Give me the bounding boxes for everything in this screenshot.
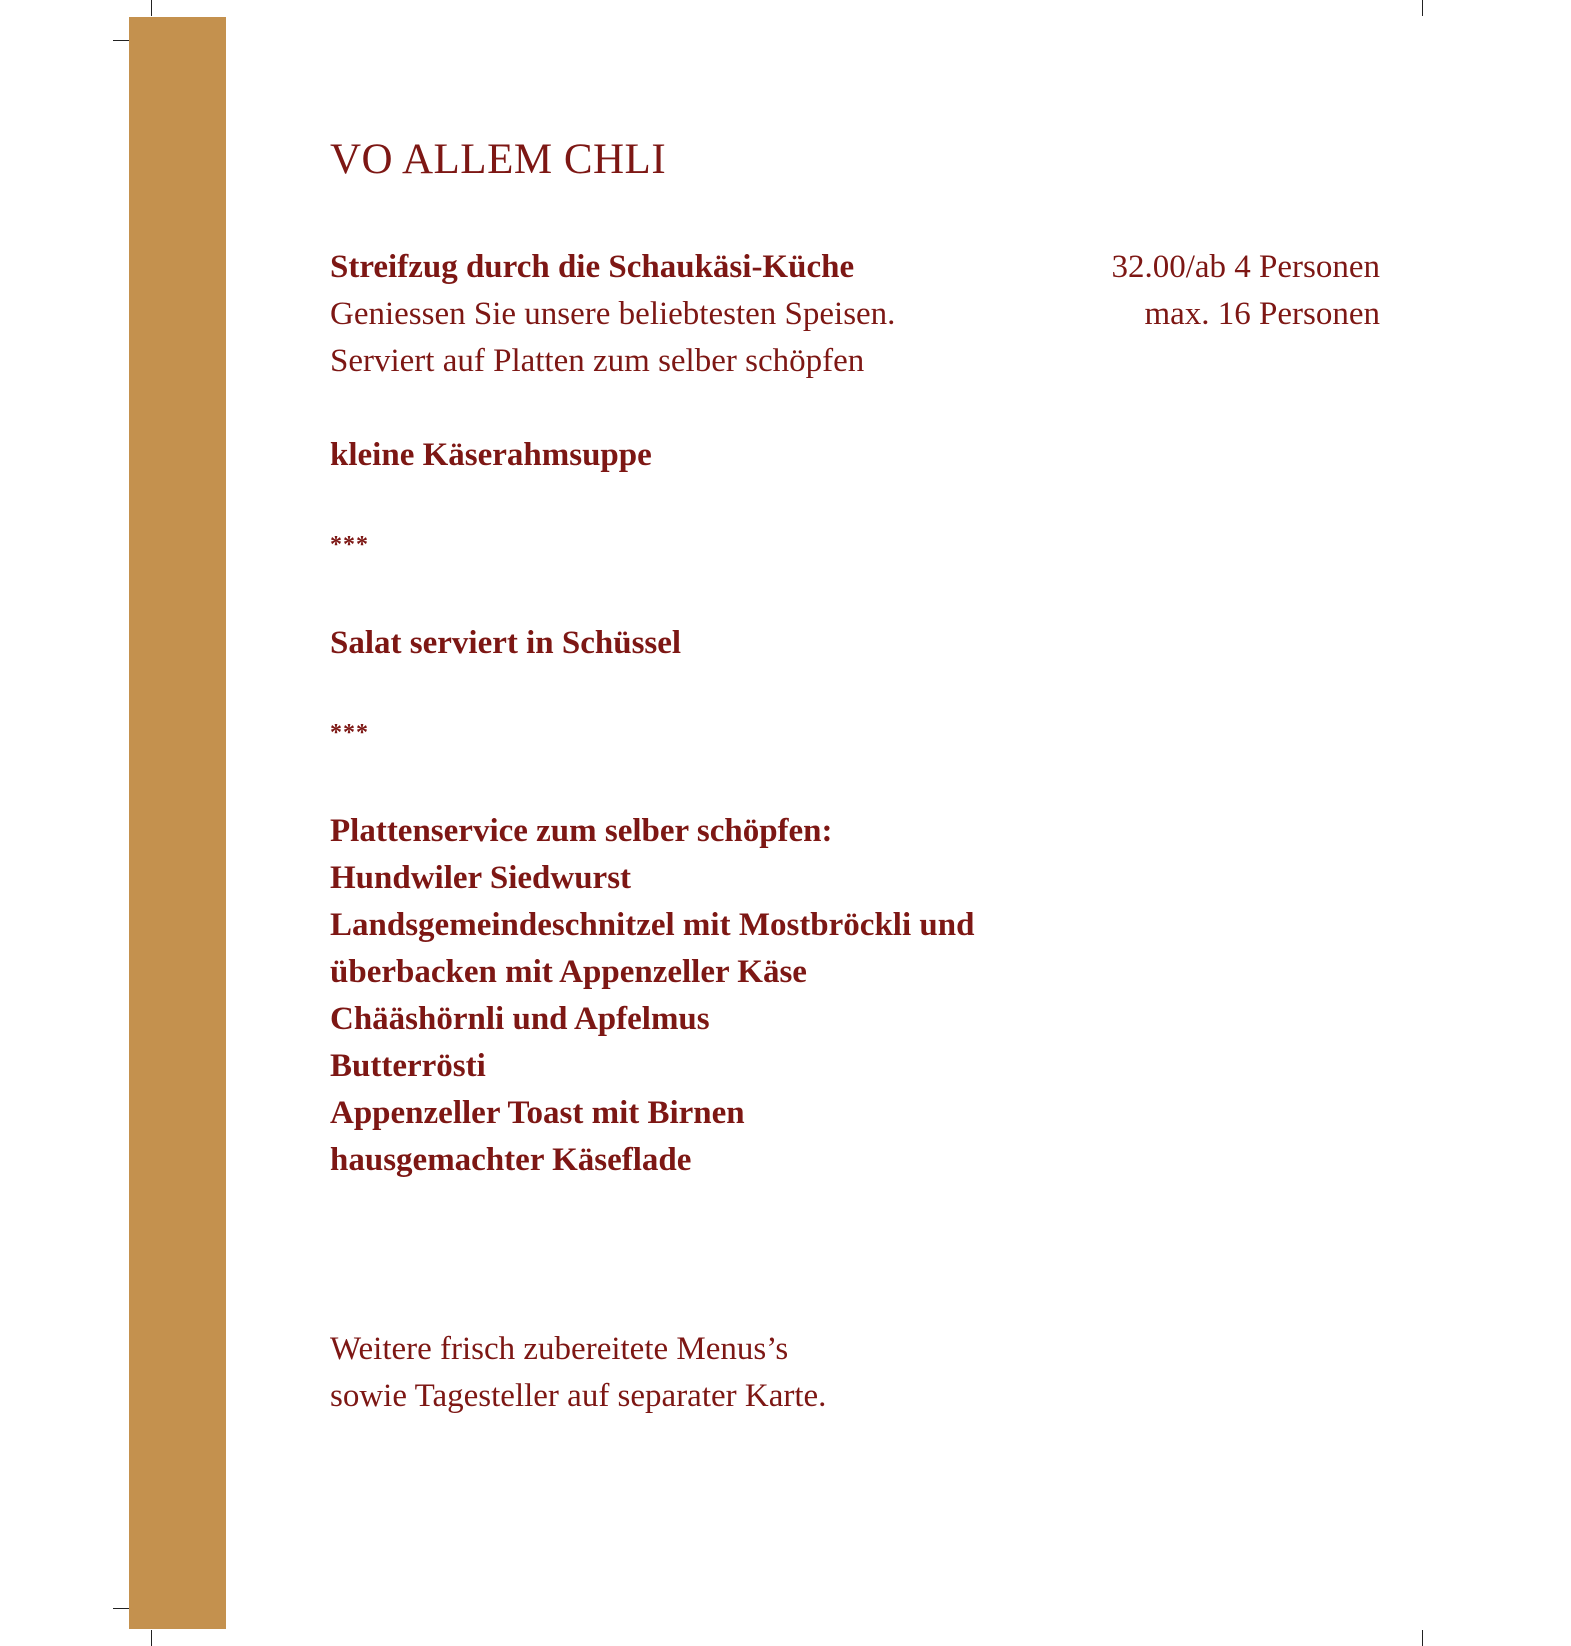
- platter-item: Hundwiler Siedwurst: [330, 860, 632, 896]
- menu-content: [330, 0, 1380, 1646]
- footer-note-line2: sowie Tagesteller auf separater Karte.: [330, 1378, 827, 1414]
- side-color-band: [129, 17, 226, 1629]
- course-salad: Salat serviert in Schüssel: [330, 625, 682, 661]
- offer-name: Streifzug durch die Schaukäsi-Küche: [330, 249, 855, 285]
- crop-mark-left-bottom: [113, 1608, 129, 1609]
- crop-mark-top-left: [151, 0, 152, 16]
- course-separator: ***: [330, 532, 369, 558]
- offer-description: Geniessen Sie unsere beliebtesten Speisen.: [330, 296, 896, 332]
- platter-item: Butterrösti: [330, 1048, 486, 1084]
- offer-serving-note: Serviert auf Platten zum selber schöpfen: [330, 343, 865, 379]
- platter-item: überbacken mit Appenzeller Käse: [330, 954, 807, 990]
- course-separator: ***: [330, 720, 369, 746]
- footer-note-line1: Weitere frisch zubereitete Menus’s: [330, 1331, 789, 1367]
- offer-capacity: max. 16 Personen: [1144, 296, 1380, 332]
- offer-price: 32.00/ab 4 Personen: [1111, 249, 1380, 285]
- course-soup: kleine Käserahmsuppe: [330, 437, 652, 473]
- platter-heading: Plattenservice zum selber schöpfen:: [330, 813, 833, 849]
- platter-item: Chääshörnli und Apfelmus: [330, 1001, 710, 1037]
- menu-title: VO ALLEM CHLI: [330, 136, 667, 183]
- crop-mark-bottom-right: [1422, 1630, 1423, 1646]
- crop-mark-top-right: [1422, 0, 1423, 16]
- platter-item: Appenzeller Toast mit Birnen: [330, 1095, 745, 1131]
- platter-item: hausgemachter Käseflade: [330, 1142, 692, 1178]
- crop-mark-left-top: [113, 40, 129, 41]
- platter-item: Landsgemeindeschnitzel mit Mostbröckli und: [330, 907, 975, 943]
- crop-mark-bottom-left: [151, 1630, 152, 1646]
